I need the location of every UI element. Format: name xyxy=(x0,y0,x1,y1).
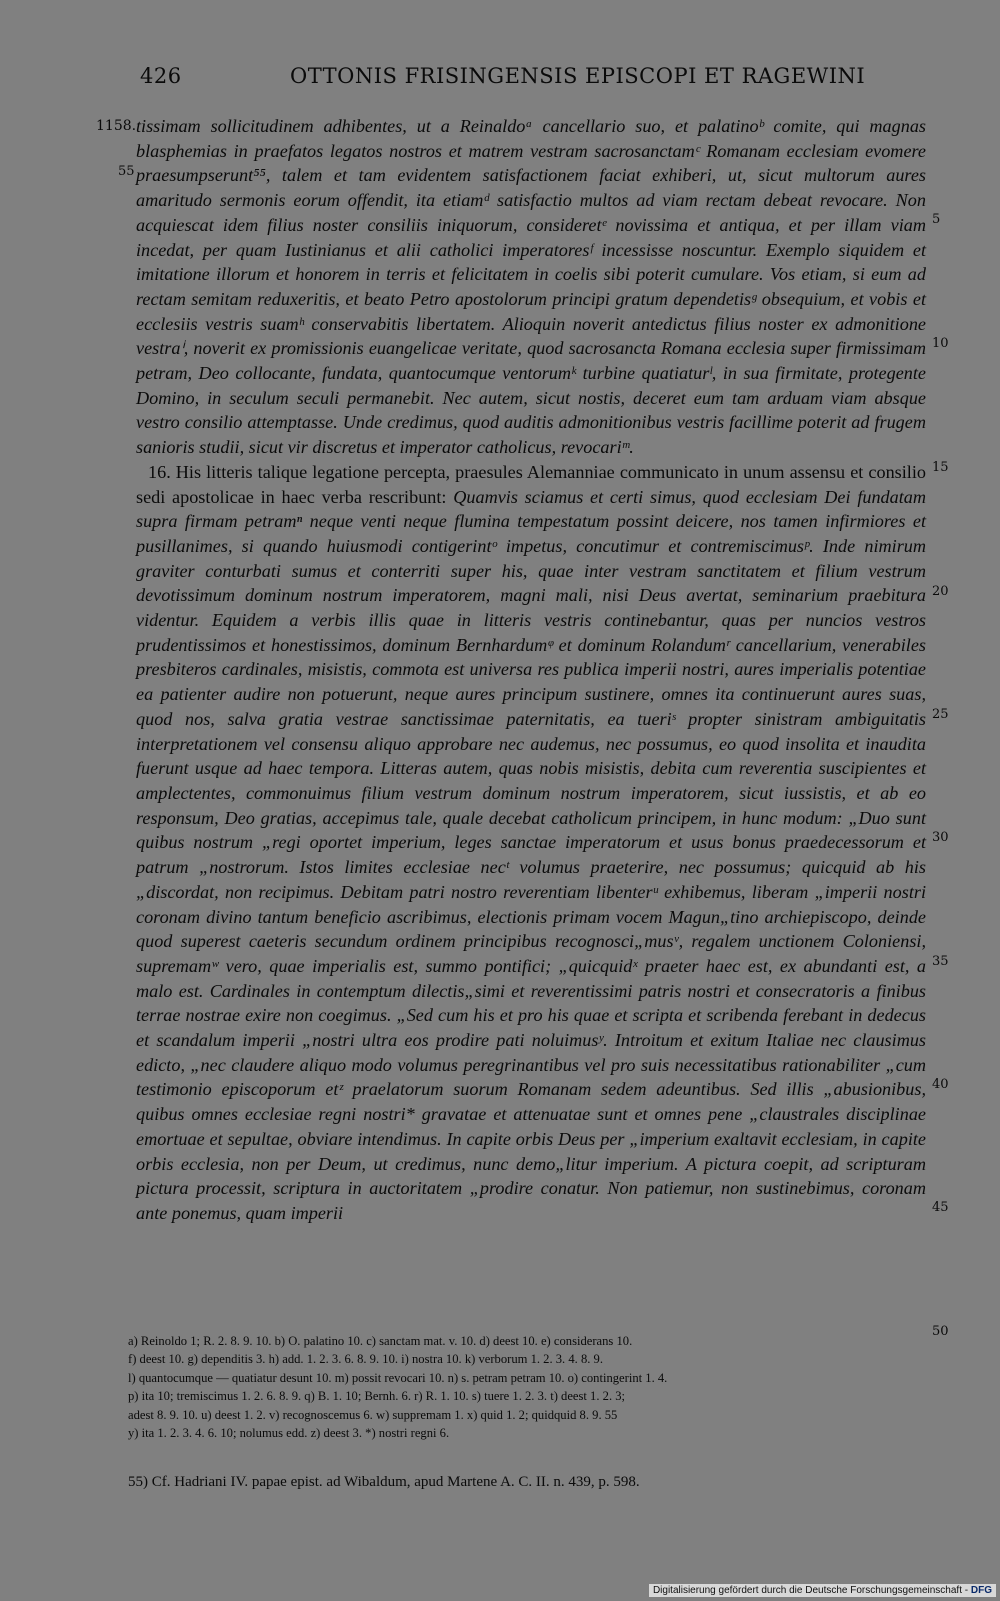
digitization-credit xyxy=(649,1584,996,1597)
margin-line-number: 35 xyxy=(932,954,949,969)
margin-line-number: 20 xyxy=(932,584,949,599)
footnote-55: 55) Cf. Hadriani IV. papae epist. ad Wibaldum, apud Martene A. C. II. n. 439, p. 598. xyxy=(128,1474,640,1490)
paragraph-16 xyxy=(136,460,926,1226)
apparatus-line: a) Reinoldo 1; R. 2. 8. 9. 10. b) O. palatino 10. c) sanctam mat. v. 10. d) deest 10. e) considerans 10. xyxy=(128,1334,633,1348)
margin-line-number: 45 xyxy=(932,1200,949,1215)
apparatus-line: y) ita 1. 2. 3. 4. 6. 10; nolumus edd. z) deest 3. *) nostri regni 6. xyxy=(128,1426,450,1441)
margin-line-number: 40 xyxy=(932,1077,949,1092)
margin-line-number: 30 xyxy=(932,830,949,845)
margin-line-number: 10 xyxy=(932,336,949,351)
margin-line-number: 25 xyxy=(932,707,949,722)
margin-year: 1158. xyxy=(96,118,137,134)
margin-line-number: 50 xyxy=(932,1324,949,1339)
apparatus-line: adest 8. 9. 10. u) deest 1. 2. v) recognoscemus 6. w) suppremam 1. x) quid 1. 2; quidquid 8. 9. 55 xyxy=(128,1407,618,1422)
page-number: 426 xyxy=(140,64,182,88)
apparatus-line: l) quantocumque — quatiatur desunt 10. m) possit revocari 10. n) s. petram petram 10. o) contingerint 1. 4. xyxy=(128,1370,668,1385)
credit-text: Digitalisierung gefördert durch die Deutsche Forschungsgemeinschaft - xyxy=(652,1585,969,1596)
margin-line-number-left: 55 xyxy=(118,164,135,179)
margin-line-number: 15 xyxy=(932,460,949,475)
critical-apparatus xyxy=(128,1332,928,1442)
paragraph-16-letter: Quamvis sciamus et certi simus, quod ecclesiam Dei fundatam supra firmam petramⁿ neque venti neque flumina tempestatum possint deicere, nos tamen infirmiores et pusillanimes, si quando huiusmodi contigerintᵒ impetus, concutimur et contremiscimusᵖ. Inde nimirum graviter conturbati sumus et conterriti super his, quae inter vestram sanctitatem et filium vestrum devotissimum dominum nostrum imperatorem, magni mali, nisi Deus avertat, seminarium praebitura videntur. Equidem a verbis illis quae in litteris vestris continebantur, quas per nuncios vestros prudentissimos et honestissimos, dominum Bernhardumᵠ et dominum Rolandumʳ cancellarium, venerabiles presbiteros cardinales, misistis, commota est universa res publica imperii nostri, aures imperialis potentiae ea patienter audire non potuerunt, neque aures principum sustinere, omnes ita continuerunt aures suas, quod nos, salva gratia vestrae sanctissimae paternitatis, ea tueriˢ propter sinistram ambiguitatis interpretationem vel consensu aliquo approbare nec audemus, nec possumus, eo quod insolita et inaudita fuerunt usque ad haec tempora. Litteras autem, quas nobis misistis, debita cum reverentia suscipientes et amplectentes, commonuimus filium vestrum dominum nostrum imperatorem, sicut iussistis, et ab eo responsum, Deo gratias, accepimus tale, quale decebat catholicum principem, in hunc modum: „Duo sunt quibus nostrum „regi oportet imperium, leges sanctae imperatorum et usus bonus praedecessorum et patrum „nostrorum. Istos limites ecclesiae necᵗ volumus praeterire, nec possumus; quicquid ab his „discordat, non recipimus. Debitam patri nostro reverentiam libenterᵘ exhibemus, liberam „imperii nostri coronam divino tantum beneficio ascribimus, electionis primam vocem Magun„tino archiepiscopo, deinde quod superest caeteris secundum ordinem principibus recognosci„musᵛ, regalem unctionem Coloniensi, supremamʷ vero, quae imperialis est, summo pontifici; „quicquidˣ praeter haec est, ex abundanti est, a malo est. Cardinales in contemptum dilectis„simi et reverentissimi patris nostri et consecratoris a finibus terrae nostrae exire non coegimus. „Sed cum his et pro his quae et scripta et scribenda ferebant in dedecus et scandalum imperii „nostri ultra eos prodire pati noluimusʸ. Introitum et exitum Italiae nec clausimus edicto, „nec claudere aliquo modo volumus peregrinantibus vel pro suis necessitatibus rationabiliter „cum testimonio episcoporum etᶻ praelatorum suorum Romanam sedem adeuntibus. Sed illis „abusionibus, quibus omnes ecclesiae regni nostri* gravatae et attenuatae sunt et omnes pene „claustrales disciplinae emortuae et sepultae, obviare intendimus. In capite orbis Deus per „imperium exaltavit ecclesiam, in capite orbis ecclesia, non per Deum, ut credimus, nunc demo„litur imperium. A pictura coepit, ad scripturam pictura processit, scriptura in auctoritatem „prodire conatur. Non patiemur, non sustinebimus, coronam ante ponemus, quam imperii xyxy=(136,486,927,1223)
dfg-logo: DFG xyxy=(970,1585,992,1596)
apparatus-line: f) deest 10. g) dependitis 3. h) add. 1. 2. 3. 6. 8. 9. 10. i) nostra 10. k) verborum 1. 2. 3. 4. 8. 9. xyxy=(128,1352,603,1367)
main-text xyxy=(136,114,926,1226)
paragraph-letter-end: tissimam sollicitudinem adhibentes, ut a Reinaldoᵃ cancellario suo, et palatinoᵇ comite, qui magnas blasphemias in praefatos legatos nostros et matrem vestram sacrosanctamᶜ Romanam ecclesiam evomere praesumpserunt⁵⁵, talem et tam evidentem satisfactionem faciat exhiberi, ut, sicut multorum aures amaritudo sermonis eorum offendit, ita etiamᵈ satisfactio multos ad viam rectam debeat revocare. Non acquiescat idem filius noster consiliis iniquorum, consideretᵉ novissima et antiqua, et per illam viam incedat, per quam Iustinianus et alii catholici imperatoresᶠ incessisse noscuntur. Exemplo siquidem et imitatione illorum et honorem in terris et felicitatem in coelis sibi poterit cumulare. Vos etiam, si eum ad rectam semitam reduxeritis, et beato Petro apostolorum principi gratum dependetisᵍ obsequium, et vobis et ecclesiis vestris suamʰ conservabitis libertatem. Alioquin noverit antedictus filius noster ex admonitione vestraⁱ, noverit ex promissionis euangelicae veritate, quod sacrosancta Romana ecclesia super firmissimam petram, Deo collocante, fundata, quantocumque ventorumᵏ turbine quatiaturˡ, in sua firmitate, protegente Domino, in seculum seculi permanebit. Nec autem, sicut nostis, deceret eum tam arduam viam absque vestro consilio attemptasse. Unde credimus, quod auditis admonitionibus vestris facillime poterit ad frugem sanioris studii, sicut vir discretus et imperator catholicus, revocariᵐ. xyxy=(136,116,926,458)
margin-line-number: 5 xyxy=(932,212,941,227)
apparatus-line: p) ita 10; tremiscimus 1. 2. 6. 8. 9. q) B. 1. 10; Bernh. 6. r) R. 1. 10. s) tuere 1. 2. 3. t) deest 1. 2. 3; xyxy=(128,1389,626,1404)
running-title: OTTONIS FRISINGENSIS EPISCOPI ET RAGEWINI xyxy=(290,64,866,88)
paragraph-16-intro: 16. His litteris talique legatione percepta, praesules Alemanniae communicato in unum assensu et consilio sedi apostolicae in haec verba rescribunt: xyxy=(136,461,926,507)
